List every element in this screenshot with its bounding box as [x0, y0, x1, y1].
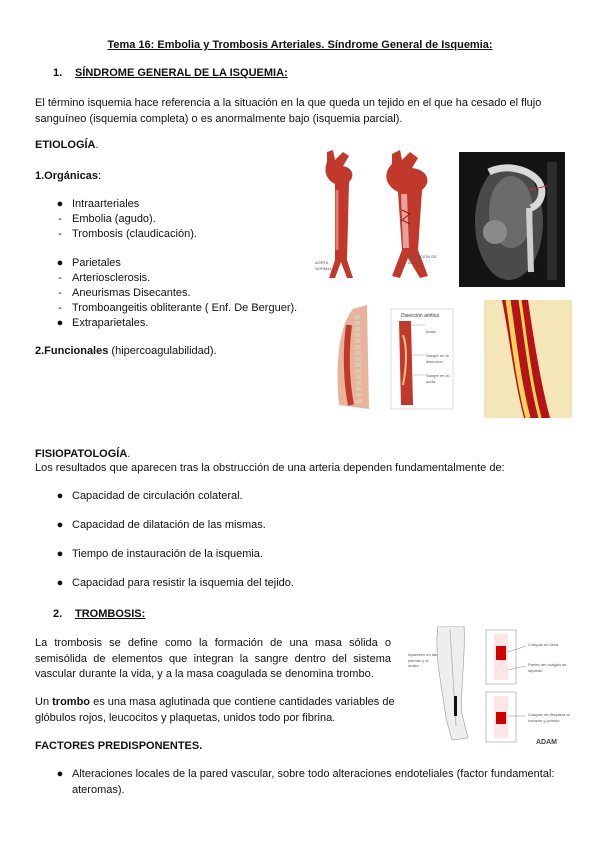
list-marker: -	[58, 228, 62, 240]
leg-right-label: Coágulo se desplaza al corazón y pulmón	[528, 712, 570, 723]
section-2-number: 2.	[53, 608, 63, 620]
list-item-text: Capacidad de circulación colateral.	[72, 490, 243, 502]
list-item	[54, 518, 294, 533]
dissection-label: Sangre en la aorta	[426, 373, 449, 384]
list-item-text: Tiempo de instauración de la isquemia.	[72, 548, 263, 560]
list-marker: -	[58, 302, 62, 314]
section-1-title: SÍNDROME GENERAL DE LA ISQUEMIA:	[75, 67, 288, 79]
list-marker: -	[58, 213, 62, 225]
adam-logo: ADAM	[536, 739, 557, 746]
organicas-label: 1.Orgánicas	[35, 170, 98, 182]
intro-paragraph: El término isquemia hace referencia a la situación en la que queda un tejido en el que ha cesado el flujo sanguíneo (isquemia completa) o es anormalmente bajo (isquemia parcial).	[35, 97, 542, 125]
list-item	[54, 316, 297, 331]
list-marker: ●	[56, 198, 64, 210]
list-item	[54, 256, 297, 271]
list-item-text: Capacidad para resistir la isquemia del tejido.	[72, 577, 294, 589]
list-item-text: Capacidad de dilatación de las mismas.	[72, 519, 266, 531]
fisiopatologia-title: FISIOPATOLOGÍA	[35, 448, 128, 460]
bullet-icon: ●	[56, 548, 64, 560]
fisiopatologia-intro: Los resultados que aparecen tras la obstrucción de una arteria dependen fundamentalmente de:	[35, 462, 505, 474]
aortic-dissection-diagram	[333, 305, 458, 415]
ct-scan-image	[459, 152, 565, 287]
leg-right-label: Coágulo en vena	[528, 642, 559, 647]
list-marker: ●	[56, 317, 64, 329]
list-item	[54, 301, 297, 316]
section-1-heading	[53, 66, 288, 82]
trombo-word: trombo	[52, 696, 91, 708]
list-item	[54, 286, 297, 301]
list-item-text: Alteraciones locales de la pared vascular, sobre todo alteraciones endoteliales (factor fundamental: ateromas).	[72, 768, 555, 796]
aorta-dissection-caption: DISECCIÓN DE AORTA	[408, 254, 437, 265]
list-item-text: Extraparietales.	[72, 317, 149, 329]
leg-right-label: Partes del coágulo se separan	[528, 662, 567, 673]
leg-thrombosis-image	[408, 626, 576, 748]
list-item-text: Tromboangeitis obliterante ( Enf. De Berguer).	[72, 302, 298, 314]
funcionales-line	[35, 344, 217, 360]
list-item-text: Parietales	[72, 257, 121, 269]
list-marker: -	[58, 272, 62, 284]
dissection-label: Aorta	[426, 329, 436, 334]
factores-heading: FACTORES PREDISPONENTES.	[35, 740, 203, 752]
trombo-rest: es una masa aglutinada que contiene cantidades variables de glóbulos rojos, leucocitos y plaquetas, unidos todo por fibrina.	[35, 696, 395, 724]
aorta-normal-illustration	[313, 150, 368, 280]
bullet-icon: ●	[56, 519, 64, 531]
factores-list	[54, 767, 566, 798]
fisiopatologia-period: .	[127, 448, 131, 460]
ct-scan-svg	[459, 152, 565, 287]
artery-closeup-image	[484, 300, 572, 418]
list-item	[54, 197, 197, 212]
list-item-text: Arteriosclerosis.	[72, 272, 151, 284]
aorta-normal-caption: AORTA NORMAL	[315, 260, 333, 271]
bullet-icon: ●	[56, 577, 64, 589]
etiologia-heading	[35, 138, 99, 154]
artery-closeup-svg	[484, 300, 572, 418]
list-item	[54, 489, 294, 504]
list-item	[54, 227, 197, 242]
list-item	[54, 271, 297, 286]
funcionales-text: (hipercoagulabilidad).	[108, 345, 217, 357]
aorta-dissection-illustration	[372, 150, 442, 280]
bullet-icon: ●	[56, 490, 64, 502]
etiologia-period: .	[95, 139, 99, 151]
section-2-heading	[53, 607, 145, 623]
etiologia-list-a	[54, 197, 197, 242]
list-item-text: Aneurismas Disecantes.	[72, 287, 191, 299]
list-item	[54, 576, 294, 591]
list-item	[54, 547, 294, 562]
dissection-title: Disección aórtica	[401, 313, 440, 319]
list-marker: -	[58, 287, 62, 299]
organicas-colon: :	[97, 170, 102, 182]
funcionales-label: 2.Funcionales	[35, 345, 109, 357]
list-item	[54, 212, 197, 227]
fisiopatologia-list	[54, 489, 294, 591]
trombosis-definition: La trombosis se define como la formación de una masa sólida o semisólida de elementos que integran la sangre dentro del sistema vascular durante la vida, y a la masa coagulada se denomina trombo.	[35, 637, 391, 681]
section-2-title: TROMBOSIS:	[75, 608, 146, 620]
leg-left-caption: Aparecen en las piernas y el muslo	[408, 652, 437, 669]
etiologia-list-b	[54, 256, 297, 331]
list-item-text: Trombosis (claudicación).	[72, 228, 197, 240]
list-item-text: Intraarteriales	[72, 198, 140, 210]
section-1-number: 1.	[53, 67, 63, 79]
etiologia-title: ETIOLOGÍA	[35, 139, 96, 151]
list-item	[54, 767, 566, 798]
trombo-prefix: Un	[35, 696, 53, 708]
bullet-icon: ●	[56, 768, 64, 780]
list-item-text: Embolia (agudo).	[72, 213, 156, 225]
list-marker: ●	[56, 257, 64, 269]
page-title: Tema 16: Embolia y Trombosis Arteriales. Síndrome General de Isquemia:	[107, 39, 493, 51]
trombo-paragraph	[35, 695, 395, 726]
organicas-heading	[35, 169, 101, 185]
dissection-label: Sangre en la disección	[426, 353, 449, 364]
